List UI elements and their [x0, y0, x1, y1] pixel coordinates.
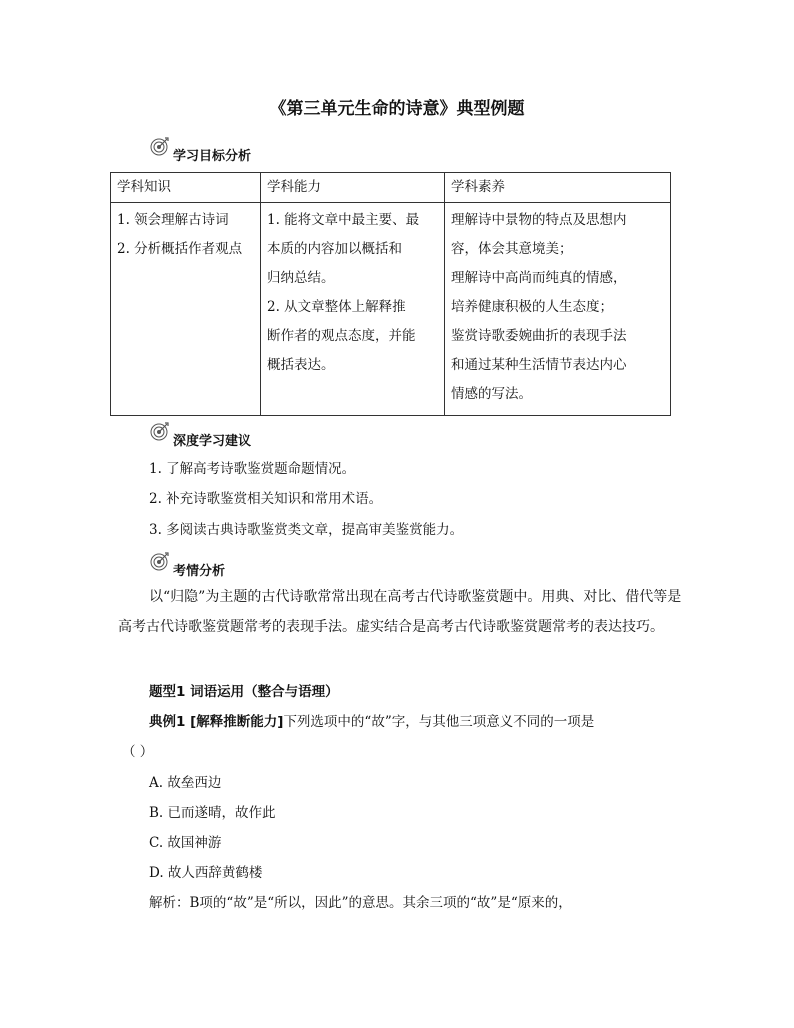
ability-line: 断作者的观点态度，并能: [267, 328, 416, 344]
option-c: C. 故国神游: [149, 835, 222, 851]
literacy-line: 和通过某种生活情节表达内心: [451, 357, 627, 373]
option-d: D. 故人西辞黄鹤楼: [149, 865, 263, 881]
table-row: [111, 203, 671, 416]
list-item: 3. 多阅读古典诗歌鉴赏类文章，提高审美鉴赏能力。: [149, 522, 464, 538]
cell-literacy: [445, 203, 671, 416]
goals-table: [110, 172, 671, 416]
header-ability: 学科能力: [261, 173, 445, 203]
ability-line: 本质的内容加以概括和: [267, 241, 402, 257]
target-icon: [150, 136, 170, 156]
ability-line: 归纳总结。: [267, 270, 335, 286]
list-item: 2. 补充诗歌鉴赏相关知识和常用术语。: [149, 491, 383, 507]
target-icon: [150, 551, 170, 571]
answer-analysis: 解析：B项的“故”是“所以，因此”的意思。其余三项的“故”是“原来的，: [149, 895, 572, 911]
example-label: 典例1 [解释推断能力]: [149, 714, 284, 730]
target-icon: [150, 421, 170, 441]
literacy-line: 理解诗中高尚而纯真的情感，: [451, 270, 627, 286]
section-suggestions-label: 深度学习建议: [173, 434, 252, 449]
knowledge-line: 1. 领会理解古诗词: [117, 212, 229, 228]
ability-line: 概括表达。: [267, 357, 335, 373]
section-analysis-label: 考情分析: [173, 564, 226, 579]
example-stem: [149, 710, 594, 730]
answer-parentheses: （ ）: [122, 744, 154, 760]
cell-ability: [261, 203, 445, 416]
literacy-line: 培养健康积极的人生态度；: [451, 299, 613, 315]
ability-line: 1. 能将文章中最主要、最: [267, 212, 420, 228]
literacy-line: 容，体会其意境美；: [451, 241, 573, 257]
section-goals-label: 学习目标分析: [173, 149, 252, 164]
list-item: 1. 了解高考诗歌鉴赏题命题情况。: [149, 461, 356, 477]
literacy-line: 情感的写法。: [451, 386, 532, 402]
knowledge-line: 2. 分析概括作者观点: [117, 241, 243, 257]
question-type-heading: 题型1 词语运用（整合与语理）: [149, 684, 339, 700]
option-b: B. 已而遂晴，故作此: [149, 805, 276, 821]
literacy-line: 理解诗中景物的特点及思想内: [451, 212, 627, 228]
ability-line: 2. 从文章整体上解释推: [267, 299, 406, 315]
header-literacy: 学科素养: [445, 173, 671, 203]
option-a: A. 故垒西边: [149, 775, 222, 791]
table-header-row: [111, 173, 671, 203]
example-question: 下列选项中的“故”字，与其他三项意义不同的一项是: [283, 714, 595, 730]
header-knowledge: 学科知识: [111, 173, 261, 203]
cell-knowledge: [111, 203, 261, 416]
page-title: 《第三单元生命的诗意》典型例题: [269, 99, 525, 119]
analysis-paragraph: 以“归隐”为主题的古代诗歌常常出现在高考古代诗歌鉴赏题中。用典、对比、借代等是高考古代诗歌鉴赏题常考的表现手法。虚实结合是高考古代诗歌鉴赏题常考的表达技巧。: [118, 589, 682, 635]
literacy-line: 鉴赏诗歌委婉曲折的表现手法: [451, 328, 627, 344]
